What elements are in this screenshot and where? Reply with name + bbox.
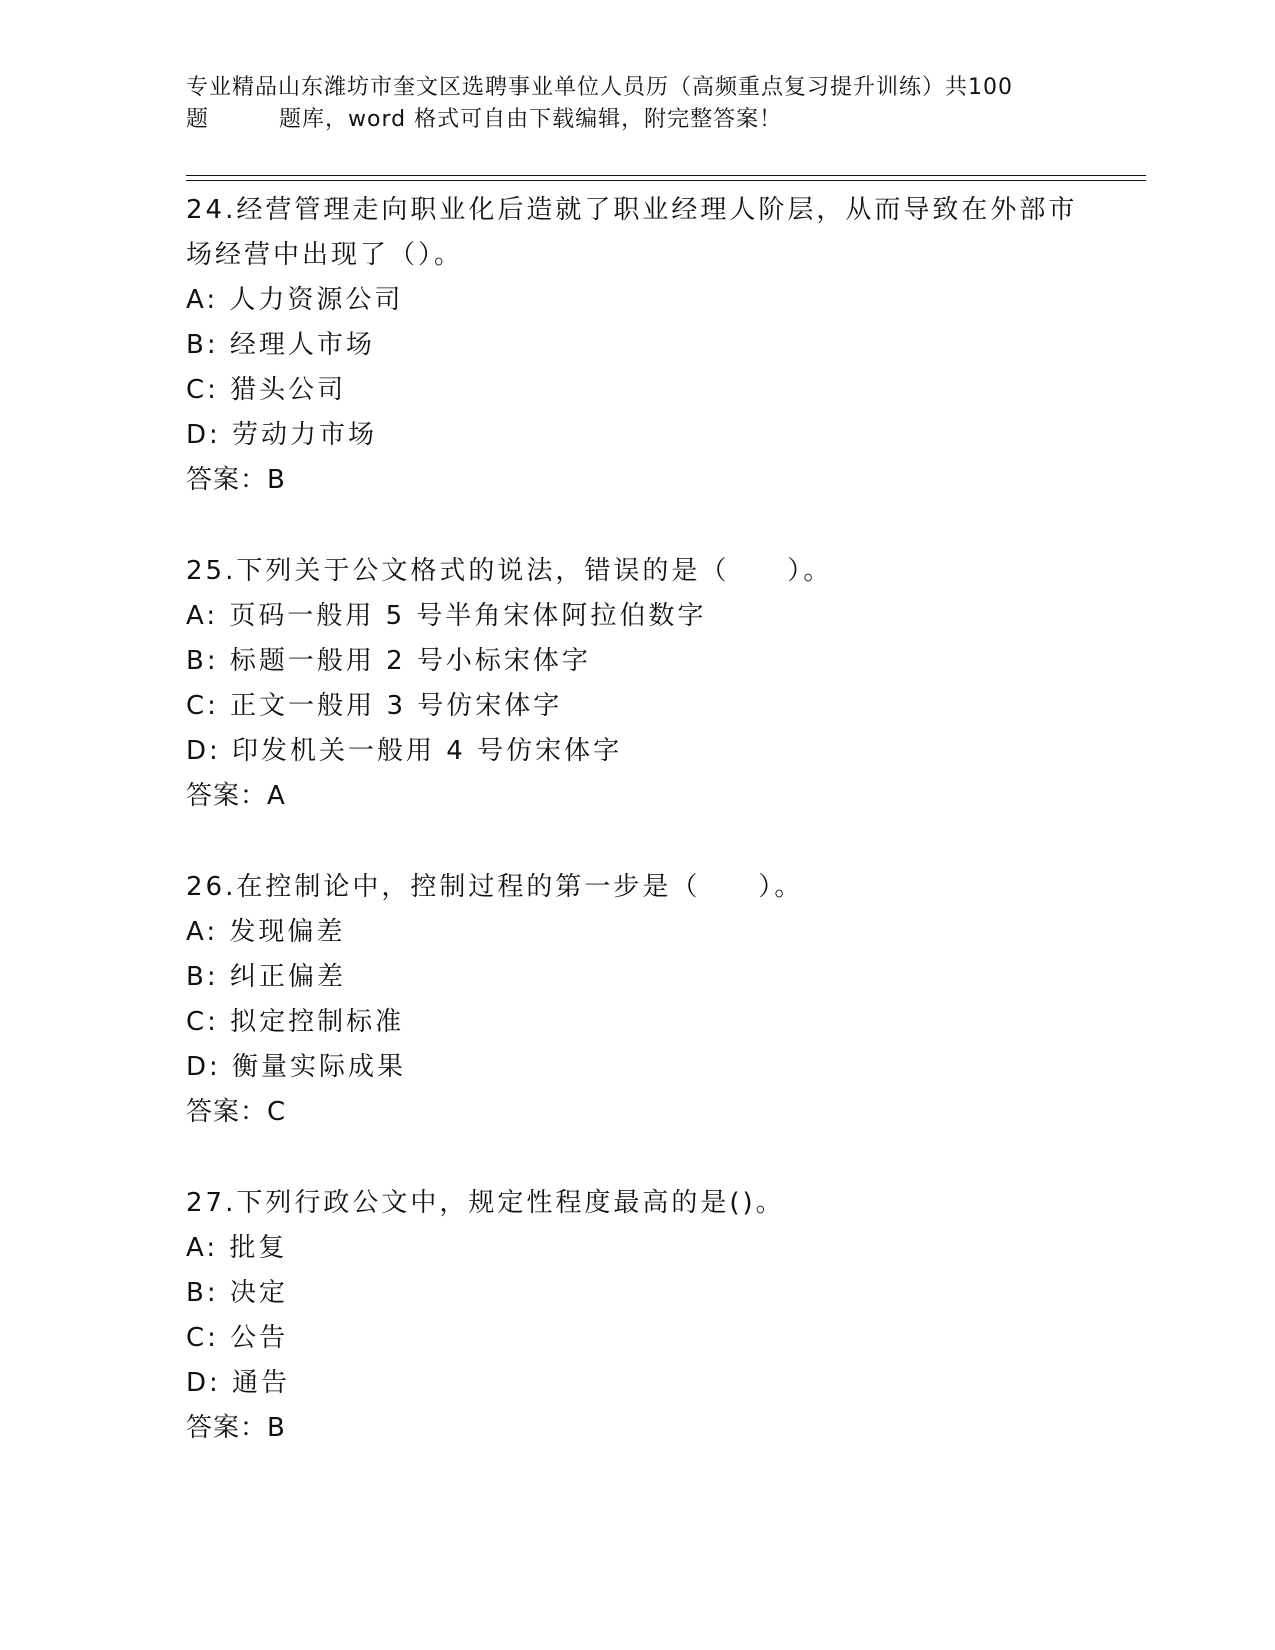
option-c: C: 拟定控制标准 — [186, 1007, 405, 1037]
question-stem: 26.在控制论中，控制过程的第一步是（ ）。 — [186, 872, 804, 902]
header-title-line2 — [186, 104, 1086, 136]
question-25 — [186, 549, 1086, 819]
answer-label: 答案：B — [186, 1413, 286, 1443]
header-title-line1: 专业精品山东潍坊市奎文区选聘事业单位人员历（高频重点复习提升训练）共100 — [186, 75, 1013, 100]
option-d: D: 衡量实际成果 — [186, 1052, 407, 1082]
header-title-line2-start: 题 — [186, 107, 210, 132]
header-divider-bottom — [186, 180, 1146, 181]
option-b: B: 决定 — [186, 1278, 288, 1308]
header-title-line2-rest: 题库，word 格式可自由下载编辑，附完整答案！ — [279, 107, 783, 132]
option-d: D: 通告 — [186, 1368, 291, 1398]
option-a: A: 发现偏差 — [186, 917, 346, 947]
document-header — [186, 72, 1086, 136]
question-26 — [186, 865, 1086, 1135]
question-list — [186, 188, 1086, 1497]
option-b: B: 纠正偏差 — [186, 962, 346, 992]
option-c: C: 猎头公司 — [186, 375, 347, 405]
question-stem: 27.下列行政公文中，规定性程度最高的是()。 — [186, 1188, 785, 1218]
option-c: C: 公告 — [186, 1323, 289, 1353]
answer-label: 答案：A — [186, 781, 286, 811]
option-a: A: 人力资源公司 — [186, 285, 404, 315]
option-b: B: 标题一般用 2 号小标宋体字 — [186, 646, 591, 676]
question-stem: 25.下列关于公文格式的说法，错误的是（ ）。 — [186, 556, 833, 586]
option-d: D: 劳动力市场 — [186, 420, 378, 450]
option-a: A: 批复 — [186, 1233, 288, 1263]
question-stem: 24.经营管理走向职业化后造就了职业经理人阶层，从而导致在外部市场经营中出现了（）。 — [186, 195, 1078, 270]
answer-label: 答案：C — [186, 1097, 287, 1127]
question-24 — [186, 188, 1086, 503]
answer-label: 答案：B — [186, 465, 286, 495]
header-divider-top — [186, 175, 1146, 176]
option-d: D: 印发机关一般用 4 号仿宋体字 — [186, 736, 623, 766]
option-b: B: 经理人市场 — [186, 330, 375, 360]
question-27 — [186, 1181, 1086, 1451]
option-c: C: 正文一般用 3 号仿宋体字 — [186, 691, 563, 721]
option-a: A: 页码一般用 5 号半角宋体阿拉伯数字 — [186, 601, 707, 631]
